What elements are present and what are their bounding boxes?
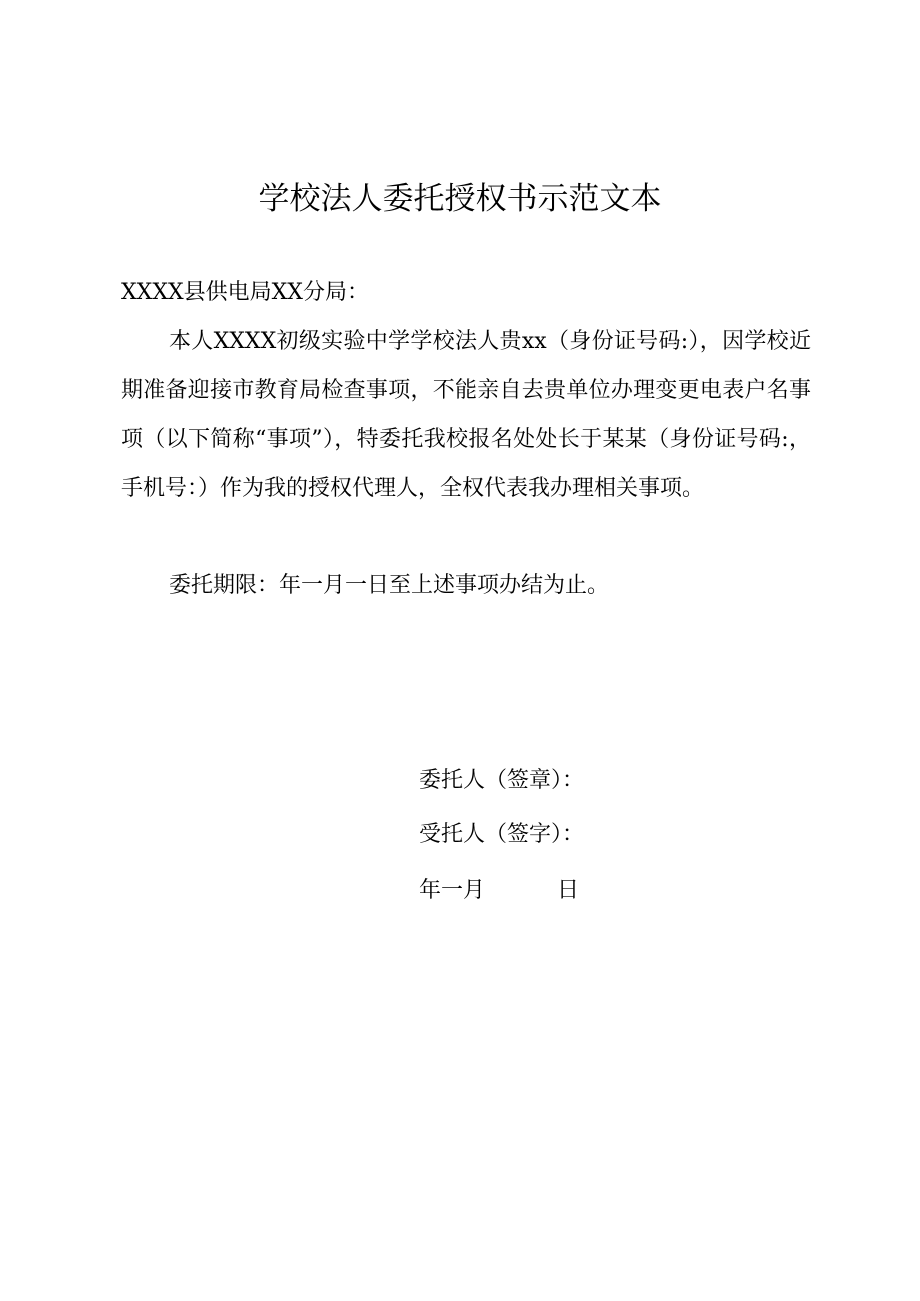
principal-signature-line: 委托人（签章）：	[419, 768, 585, 793]
date-day: 日	[557, 878, 580, 903]
signature-date-line	[419, 873, 719, 909]
page-title: 学校法人委托授权书示范文本	[258, 181, 662, 217]
agent-signature-line: 受托人（签字）：	[419, 822, 585, 847]
term-paragraph: 委托期限：年一月一日至上述事项办结为止。	[169, 573, 610, 598]
date-year-month: 年一月	[419, 878, 486, 903]
addressee-line: XXXX县供电局XX分局：	[121, 280, 369, 305]
authorization-paragraph: 本人XXXX初级实验中学学校法人贵xx（身份证号码:），因学校近期准备迎接市教育局检查事项，不能亲自去贵单位办理变更电表户名事项（以下简称“事项”），特委托我校报名处处长于某某（身份证号码:，手机号：）作为我的授权代理人，全权代表我办理相关事项。	[121, 329, 811, 501]
